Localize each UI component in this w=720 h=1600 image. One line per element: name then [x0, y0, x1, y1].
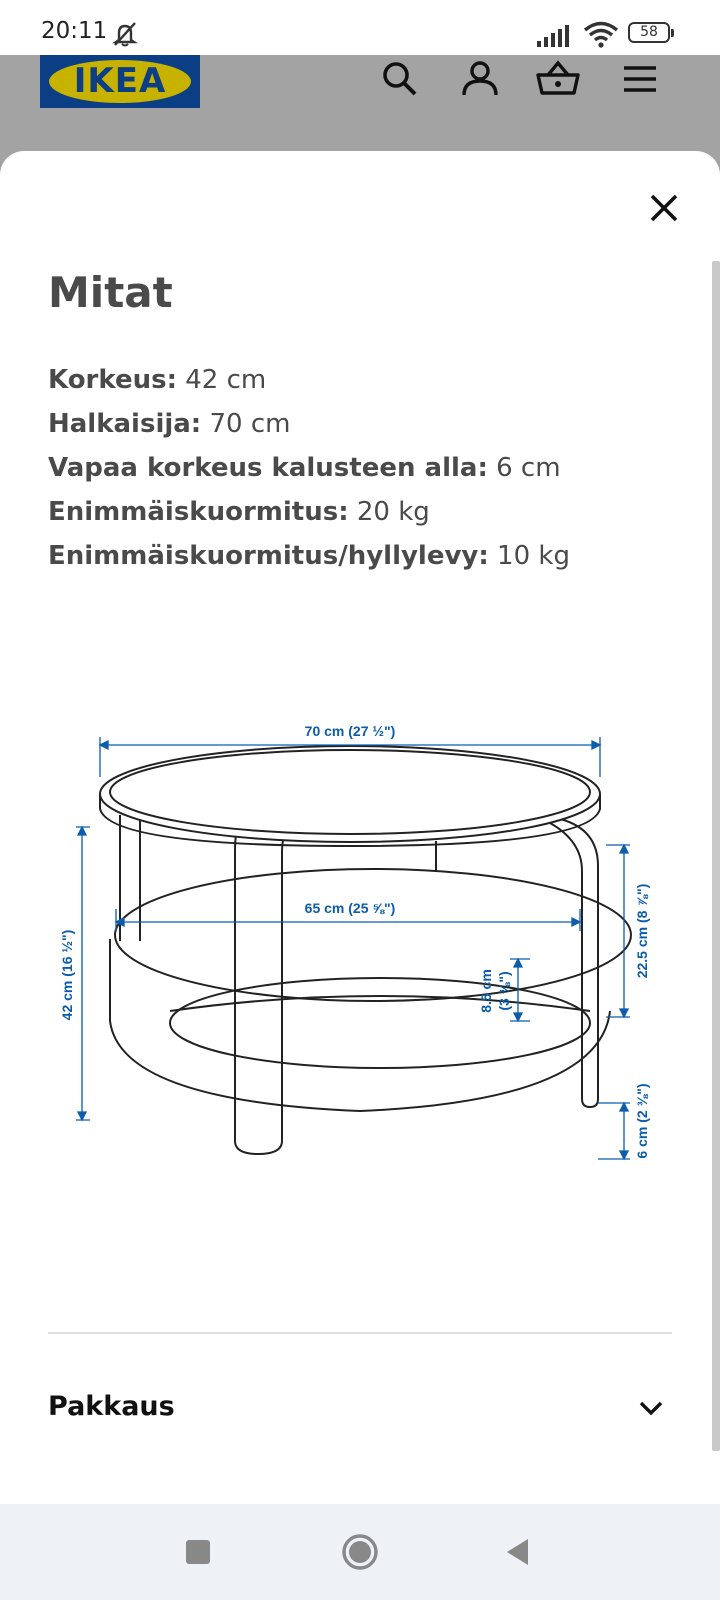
dimension-row: Korkeus: 42 cm [48, 365, 267, 395]
packaging-accordion[interactable] [48, 1381, 672, 1441]
scrollbar[interactable] [712, 261, 720, 1451]
signal-icon [537, 25, 575, 47]
table-drawing [100, 746, 631, 1154]
close-icon[interactable] [644, 188, 684, 228]
dimension-row: Enimmäiskuormitus: 20 kg [48, 497, 430, 527]
ikea-logo[interactable] [40, 55, 200, 108]
mute-bell-icon [110, 20, 140, 48]
back-icon[interactable] [504, 1537, 532, 1567]
dimension-list [48, 358, 570, 578]
dim-label-shelf-gap: 22.5 cm (8 ⅞") [634, 883, 650, 979]
dimension-row: Vapaa korkeus kalusteen alla: 6 cm [48, 453, 561, 483]
recents-icon[interactable] [184, 1538, 212, 1566]
dim-label-width: 70 cm (27 ½") [304, 723, 396, 739]
site-header [0, 55, 720, 155]
dimension-row: Enimmäiskuormitus/hyllylevy: 10 kg [48, 541, 570, 571]
status-time: 20:11 [41, 18, 108, 44]
search-icon[interactable] [380, 59, 420, 99]
dimension-row: Halkaisija: 70 cm [48, 409, 291, 439]
chevron-down-icon [638, 1399, 664, 1417]
dim-label-height: 42 cm (16 ½") [59, 929, 75, 1021]
dim-label-floor-clearance: 6 cm (2 ⅜") [634, 1083, 650, 1159]
wifi-icon [583, 21, 619, 48]
accordion-title: Pakkaus [48, 1391, 175, 1422]
dimension-drawing [50, 681, 670, 1161]
dim-label-shelf-depth-in: (3 ⅜") [496, 971, 512, 1011]
battery-icon: 58 [628, 22, 670, 43]
dimensions-sheet [0, 151, 720, 1504]
dim-label-shelf-depth-cm: 8.5 cm [478, 969, 494, 1013]
account-icon[interactable] [460, 59, 500, 99]
menu-icon[interactable] [622, 59, 658, 99]
page-title: Mitat [48, 268, 173, 317]
status-bar [0, 0, 720, 55]
basket-icon[interactable] [536, 59, 580, 99]
home-icon[interactable] [340, 1532, 380, 1572]
divider [48, 1332, 672, 1334]
system-nav-bar [0, 1504, 720, 1600]
dim-label-inner-width: 65 cm (25 ⅝") [304, 900, 396, 916]
logo-text: IKEA [73, 61, 167, 101]
